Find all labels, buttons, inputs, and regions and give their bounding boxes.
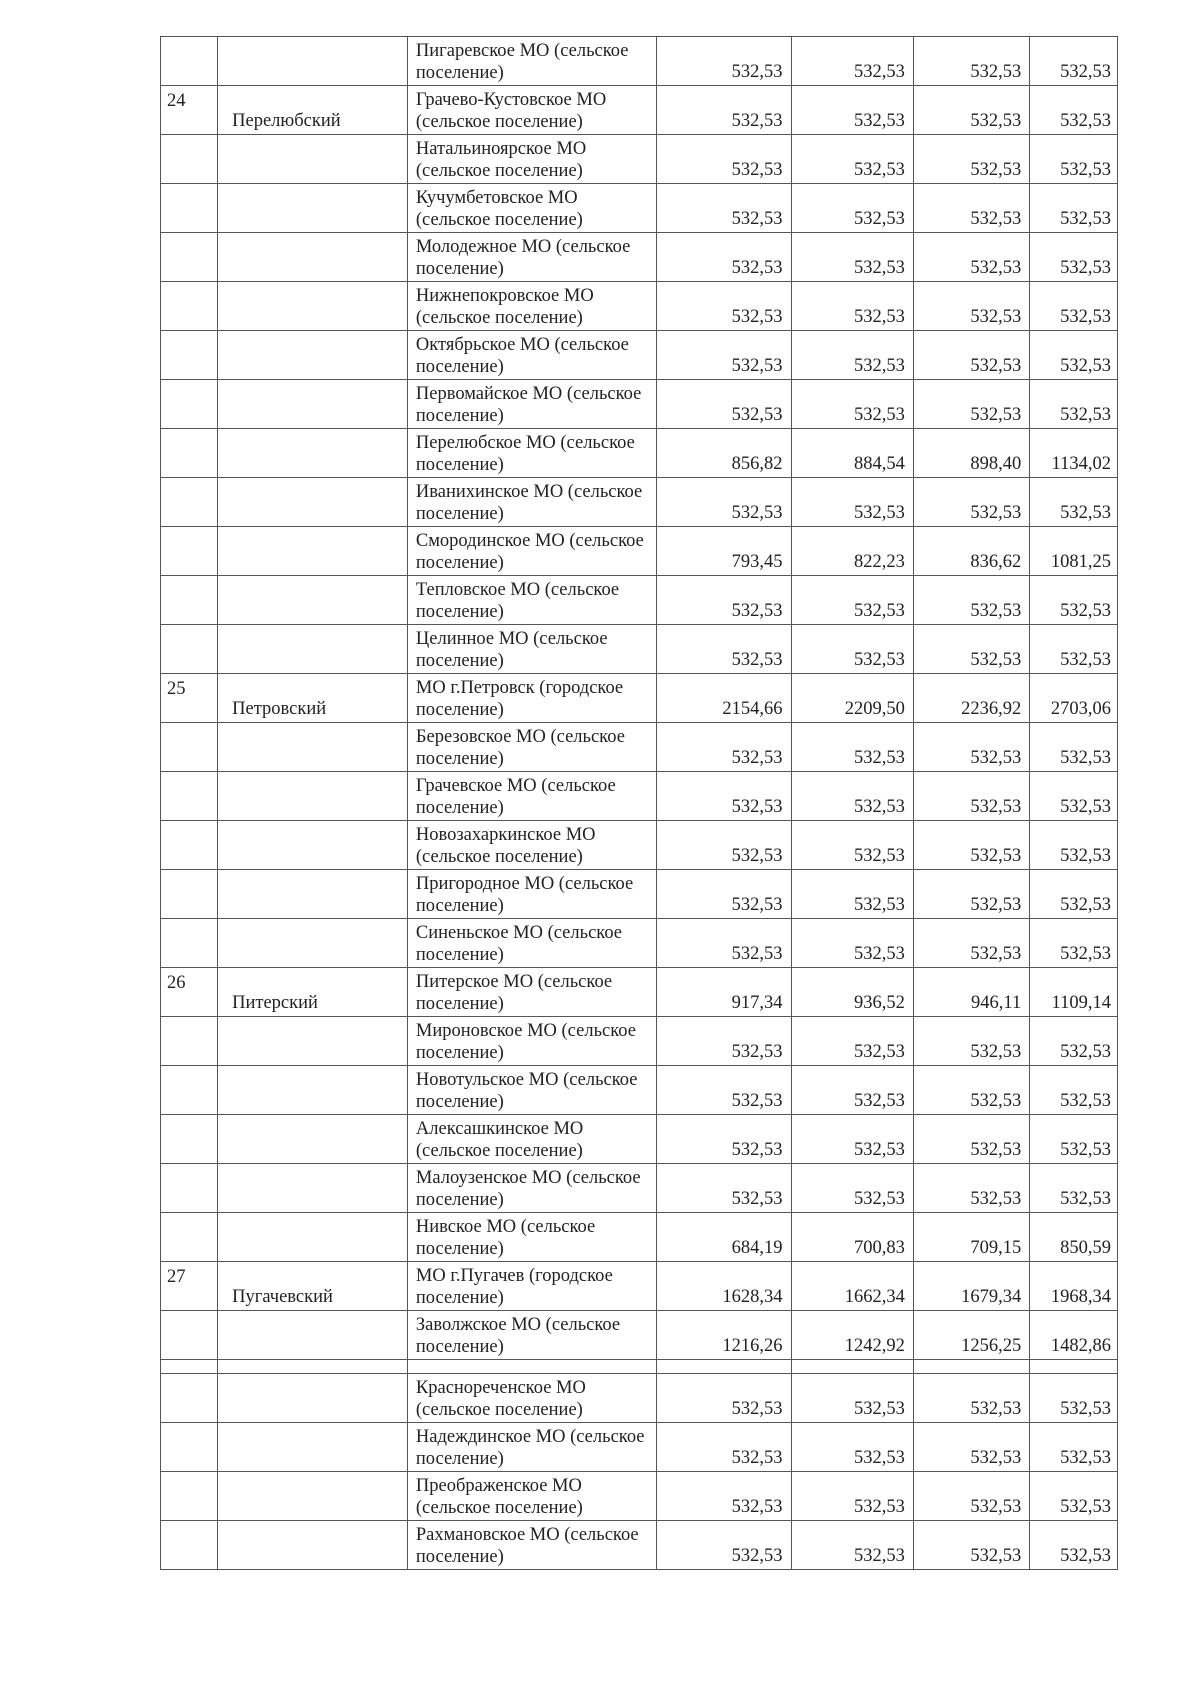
value-col-1: 2154,66	[656, 674, 791, 723]
table-row	[161, 1311, 1118, 1360]
municipality-name: Новотульское МО (сельское поселение)	[407, 1066, 656, 1115]
value-col-1: 532,53	[656, 478, 791, 527]
row-number	[161, 1017, 218, 1066]
value-col-2: 532,53	[791, 233, 913, 282]
value-col-1: 532,53	[656, 625, 791, 674]
scan-smudge	[470, 8, 550, 18]
row-number	[161, 1423, 218, 1472]
value-col-4: 532,53	[1030, 625, 1118, 674]
value-col-4: 532,53	[1030, 1066, 1118, 1115]
value-col-1: 532,53	[656, 1115, 791, 1164]
table-row	[161, 1374, 1118, 1423]
row-number: 27	[161, 1262, 218, 1311]
value-col-3: 532,53	[913, 331, 1029, 380]
table-row	[161, 1423, 1118, 1472]
value-col-3: 2236,92	[913, 674, 1029, 723]
value-col-2: 532,53	[791, 1017, 913, 1066]
table-row	[161, 1066, 1118, 1115]
district-name	[218, 282, 408, 331]
municipality-name: Смородинское МО (сельское поселение)	[407, 527, 656, 576]
table-row	[161, 1115, 1118, 1164]
value-col-4: 1134,02	[1030, 429, 1118, 478]
value-col-4: 532,53	[1030, 1374, 1118, 1423]
value-col-4: 532,53	[1030, 772, 1118, 821]
value-col-4: 1081,25	[1030, 527, 1118, 576]
value-col-3: 532,53	[913, 919, 1029, 968]
table-row	[161, 625, 1118, 674]
value-col-1: 532,53	[656, 1017, 791, 1066]
row-number	[161, 282, 218, 331]
value-col-4: 1482,86	[1030, 1311, 1118, 1360]
row-number	[161, 527, 218, 576]
value-col-4: 532,53	[1030, 233, 1118, 282]
value-col-4: 1109,14	[1030, 968, 1118, 1017]
row-number	[161, 723, 218, 772]
value-col-3: 532,53	[913, 1423, 1029, 1472]
value-col-4: 2703,06	[1030, 674, 1118, 723]
row-number: 24	[161, 86, 218, 135]
municipality-name: Тепловское МО (сельское поселение)	[407, 576, 656, 625]
district-name	[218, 1374, 408, 1423]
value-col-3: 1679,34	[913, 1262, 1029, 1311]
district-name	[218, 576, 408, 625]
value-col-2: 532,53	[791, 135, 913, 184]
table-row	[161, 1017, 1118, 1066]
value-col-2: 532,53	[791, 1066, 913, 1115]
value-col-4: 532,53	[1030, 1164, 1118, 1213]
value-col-2: 532,53	[791, 821, 913, 870]
value-col-2: 532,53	[791, 86, 913, 135]
value-col-1: 532,53	[656, 37, 791, 86]
value-col-2: 532,53	[791, 1164, 913, 1213]
value-col-3: 532,53	[913, 1164, 1029, 1213]
district-name	[218, 625, 408, 674]
value-col-4: 532,53	[1030, 184, 1118, 233]
value-col-4: 532,53	[1030, 1423, 1118, 1472]
municipality-name: Грачево-Кустовское МО (сельское поселение)	[407, 86, 656, 135]
value-col-3: 532,53	[913, 1115, 1029, 1164]
municipality-name: Нивское МО (сельское поселение)	[407, 1213, 656, 1262]
row-number	[161, 625, 218, 674]
value-col-2: 1662,34	[791, 1262, 913, 1311]
row-number	[161, 184, 218, 233]
spacer-cell	[407, 1360, 656, 1374]
value-col-3: 709,15	[913, 1213, 1029, 1262]
value-col-3: 532,53	[913, 1017, 1029, 1066]
row-number	[161, 478, 218, 527]
value-col-1: 1628,34	[656, 1262, 791, 1311]
district-name	[218, 331, 408, 380]
district-name	[218, 1521, 408, 1570]
table-row	[161, 1521, 1118, 1570]
value-col-1: 532,53	[656, 723, 791, 772]
value-col-4: 532,53	[1030, 282, 1118, 331]
row-number	[161, 1311, 218, 1360]
row-number	[161, 1164, 218, 1213]
row-number	[161, 1115, 218, 1164]
value-col-1: 532,53	[656, 86, 791, 135]
district-name	[218, 135, 408, 184]
table-body	[161, 37, 1118, 1570]
row-number	[161, 135, 218, 184]
value-col-3: 532,53	[913, 135, 1029, 184]
district-name: Пугачевский	[218, 1262, 408, 1311]
value-col-1: 532,53	[656, 331, 791, 380]
municipality-name: МО г.Петровск (городское поселение)	[407, 674, 656, 723]
district-name	[218, 1311, 408, 1360]
value-col-2: 532,53	[791, 478, 913, 527]
value-col-2: 532,53	[791, 331, 913, 380]
row-number	[161, 331, 218, 380]
value-col-2: 532,53	[791, 576, 913, 625]
value-col-1: 532,53	[656, 1066, 791, 1115]
district-name	[218, 1423, 408, 1472]
table-spacer-row	[161, 1360, 1118, 1374]
value-col-4: 532,53	[1030, 723, 1118, 772]
district-name	[218, 478, 408, 527]
value-col-4: 532,53	[1030, 86, 1118, 135]
value-col-1: 684,19	[656, 1213, 791, 1262]
value-col-1: 1216,26	[656, 1311, 791, 1360]
value-col-3: 532,53	[913, 870, 1029, 919]
value-col-1: 532,53	[656, 282, 791, 331]
value-col-3: 532,53	[913, 1374, 1029, 1423]
row-number	[161, 821, 218, 870]
table-row	[161, 772, 1118, 821]
table-row	[161, 919, 1118, 968]
table-row	[161, 429, 1118, 478]
value-col-2: 2209,50	[791, 674, 913, 723]
value-col-4: 850,59	[1030, 1213, 1118, 1262]
table-row	[161, 1164, 1118, 1213]
municipality-name: Целинное МО (сельское поселение)	[407, 625, 656, 674]
table-row	[161, 135, 1118, 184]
value-col-1: 532,53	[656, 576, 791, 625]
value-col-2: 532,53	[791, 1115, 913, 1164]
value-col-1: 532,53	[656, 1472, 791, 1521]
district-name	[218, 1213, 408, 1262]
district-name	[218, 380, 408, 429]
municipality-name: Надеждинское МО (сельское поселение)	[407, 1423, 656, 1472]
district-name	[218, 1066, 408, 1115]
row-number	[161, 1521, 218, 1570]
municipality-name: Пригородное МО (сельское поселение)	[407, 870, 656, 919]
district-name	[218, 1115, 408, 1164]
value-col-4: 532,53	[1030, 870, 1118, 919]
municipality-name: Краснореченское МО (сельское поселение)	[407, 1374, 656, 1423]
value-col-1: 532,53	[656, 772, 791, 821]
value-col-4: 532,53	[1030, 821, 1118, 870]
municipality-name: Алексашкинское МО (сельское поселение)	[407, 1115, 656, 1164]
value-col-3: 532,53	[913, 478, 1029, 527]
value-col-4: 1968,34	[1030, 1262, 1118, 1311]
value-col-1: 532,53	[656, 870, 791, 919]
municipality-name: Мироновское МО (сельское поселение)	[407, 1017, 656, 1066]
value-col-3: 532,53	[913, 380, 1029, 429]
municipality-name: Пигаревское МО (сельское поселение)	[407, 37, 656, 86]
district-name	[218, 821, 408, 870]
row-number	[161, 1213, 218, 1262]
table-row	[161, 723, 1118, 772]
row-number	[161, 576, 218, 625]
value-col-3: 532,53	[913, 576, 1029, 625]
municipality-name: Иванихинское МО (сельское поселение)	[407, 478, 656, 527]
row-number: 26	[161, 968, 218, 1017]
row-number	[161, 37, 218, 86]
table-row	[161, 37, 1118, 86]
value-col-4: 532,53	[1030, 478, 1118, 527]
district-name	[218, 184, 408, 233]
row-number	[161, 233, 218, 282]
value-col-2: 532,53	[791, 282, 913, 331]
municipality-name: Натальиноярское МО (сельское поселение)	[407, 135, 656, 184]
district-name	[218, 1472, 408, 1521]
value-col-1: 532,53	[656, 919, 791, 968]
value-col-3: 532,53	[913, 233, 1029, 282]
value-col-1: 856,82	[656, 429, 791, 478]
subsidy-table	[160, 36, 1118, 1570]
value-col-4: 532,53	[1030, 37, 1118, 86]
table-row	[161, 184, 1118, 233]
value-col-2: 532,53	[791, 1374, 913, 1423]
value-col-3: 836,62	[913, 527, 1029, 576]
value-col-2: 532,53	[791, 1472, 913, 1521]
table-row	[161, 233, 1118, 282]
value-col-1: 917,34	[656, 968, 791, 1017]
municipality-name: Преображенское МО (сельское поселение)	[407, 1472, 656, 1521]
district-name	[218, 1164, 408, 1213]
table-row	[161, 478, 1118, 527]
spacer-cell	[913, 1360, 1029, 1374]
value-col-2: 822,23	[791, 527, 913, 576]
spacer-cell	[1030, 1360, 1118, 1374]
value-col-2: 532,53	[791, 1521, 913, 1570]
row-number	[161, 380, 218, 429]
value-col-3: 532,53	[913, 282, 1029, 331]
spacer-cell	[218, 1360, 408, 1374]
value-col-4: 532,53	[1030, 380, 1118, 429]
district-name	[218, 37, 408, 86]
value-col-4: 532,53	[1030, 331, 1118, 380]
value-col-3: 532,53	[913, 625, 1029, 674]
row-number	[161, 429, 218, 478]
value-col-3: 946,11	[913, 968, 1029, 1017]
value-col-3: 1256,25	[913, 1311, 1029, 1360]
value-col-3: 532,53	[913, 184, 1029, 233]
district-name	[218, 233, 408, 282]
value-col-2: 884,54	[791, 429, 913, 478]
municipality-name: Октябрьское МО (сельское поселение)	[407, 331, 656, 380]
value-col-2: 532,53	[791, 380, 913, 429]
value-col-1: 532,53	[656, 821, 791, 870]
value-col-4: 532,53	[1030, 135, 1118, 184]
district-name: Питерский	[218, 968, 408, 1017]
district-name: Перелюбский	[218, 86, 408, 135]
municipality-name: Нижнепокровское МО (сельское поселение)	[407, 282, 656, 331]
district-name	[218, 527, 408, 576]
spacer-cell	[656, 1360, 791, 1374]
value-col-2: 532,53	[791, 184, 913, 233]
district-name	[218, 1017, 408, 1066]
value-col-4: 532,53	[1030, 1115, 1118, 1164]
value-col-4: 532,53	[1030, 576, 1118, 625]
value-col-1: 532,53	[656, 1521, 791, 1570]
value-col-3: 532,53	[913, 772, 1029, 821]
value-col-3: 532,53	[913, 1066, 1029, 1115]
value-col-3: 532,53	[913, 1472, 1029, 1521]
table-row	[161, 1472, 1118, 1521]
value-col-4: 532,53	[1030, 919, 1118, 968]
district-name	[218, 723, 408, 772]
row-number: 25	[161, 674, 218, 723]
district-name	[218, 870, 408, 919]
district-name	[218, 429, 408, 478]
table-row	[161, 968, 1118, 1017]
municipality-name: Молодежное МО (сельское поселение)	[407, 233, 656, 282]
municipality-name: МО г.Пугачев (городское поселение)	[407, 1262, 656, 1311]
municipality-name: Кучумбетовское МО (сельское поселение)	[407, 184, 656, 233]
value-col-2: 532,53	[791, 870, 913, 919]
value-col-1: 532,53	[656, 184, 791, 233]
value-col-3: 532,53	[913, 86, 1029, 135]
municipality-name: Синеньское МО (сельское поселение)	[407, 919, 656, 968]
value-col-1: 532,53	[656, 135, 791, 184]
municipality-name: Первомайское МО (сельское поселение)	[407, 380, 656, 429]
row-number	[161, 1066, 218, 1115]
value-col-2: 532,53	[791, 1423, 913, 1472]
value-col-2: 532,53	[791, 772, 913, 821]
value-col-2: 1242,92	[791, 1311, 913, 1360]
spacer-cell	[791, 1360, 913, 1374]
value-col-3: 898,40	[913, 429, 1029, 478]
value-col-1: 532,53	[656, 233, 791, 282]
value-col-2: 532,53	[791, 625, 913, 674]
table-row	[161, 674, 1118, 723]
row-number	[161, 870, 218, 919]
table-row	[161, 86, 1118, 135]
value-col-2: 532,53	[791, 919, 913, 968]
table-row	[161, 576, 1118, 625]
municipality-name: Перелюбское МО (сельское поселение)	[407, 429, 656, 478]
table-row	[161, 282, 1118, 331]
municipality-name: Заволжское МО (сельское поселение)	[407, 1311, 656, 1360]
value-col-1: 532,53	[656, 380, 791, 429]
district-name	[218, 772, 408, 821]
value-col-2: 700,83	[791, 1213, 913, 1262]
spacer-cell	[161, 1360, 218, 1374]
value-col-4: 532,53	[1030, 1521, 1118, 1570]
municipality-name: Березовское МО (сельское поселение)	[407, 723, 656, 772]
table-row	[161, 1262, 1118, 1311]
value-col-2: 532,53	[791, 723, 913, 772]
table-row	[161, 870, 1118, 919]
value-col-1: 532,53	[656, 1164, 791, 1213]
table-row	[161, 1213, 1118, 1262]
table-row	[161, 380, 1118, 429]
district-name: Петровский	[218, 674, 408, 723]
row-number	[161, 919, 218, 968]
table-row	[161, 821, 1118, 870]
row-number	[161, 1472, 218, 1521]
value-col-2: 936,52	[791, 968, 913, 1017]
table-row	[161, 527, 1118, 576]
value-col-1: 532,53	[656, 1374, 791, 1423]
value-col-4: 532,53	[1030, 1472, 1118, 1521]
value-col-4: 532,53	[1030, 1017, 1118, 1066]
row-number	[161, 772, 218, 821]
municipality-name: Малоузенское МО (сельское поселение)	[407, 1164, 656, 1213]
value-col-1: 793,45	[656, 527, 791, 576]
value-col-2: 532,53	[791, 37, 913, 86]
district-name	[218, 919, 408, 968]
value-col-3: 532,53	[913, 821, 1029, 870]
table-row	[161, 331, 1118, 380]
municipality-name: Рахмановское МО (сельское поселение)	[407, 1521, 656, 1570]
value-col-3: 532,53	[913, 723, 1029, 772]
row-number	[161, 1374, 218, 1423]
value-col-3: 532,53	[913, 37, 1029, 86]
value-col-3: 532,53	[913, 1521, 1029, 1570]
municipality-name: Новозахаркинское МО (сельское поселение)	[407, 821, 656, 870]
municipality-name: Питерское МО (сельское поселение)	[407, 968, 656, 1017]
value-col-1: 532,53	[656, 1423, 791, 1472]
municipality-name: Грачевское МО (сельское поселение)	[407, 772, 656, 821]
